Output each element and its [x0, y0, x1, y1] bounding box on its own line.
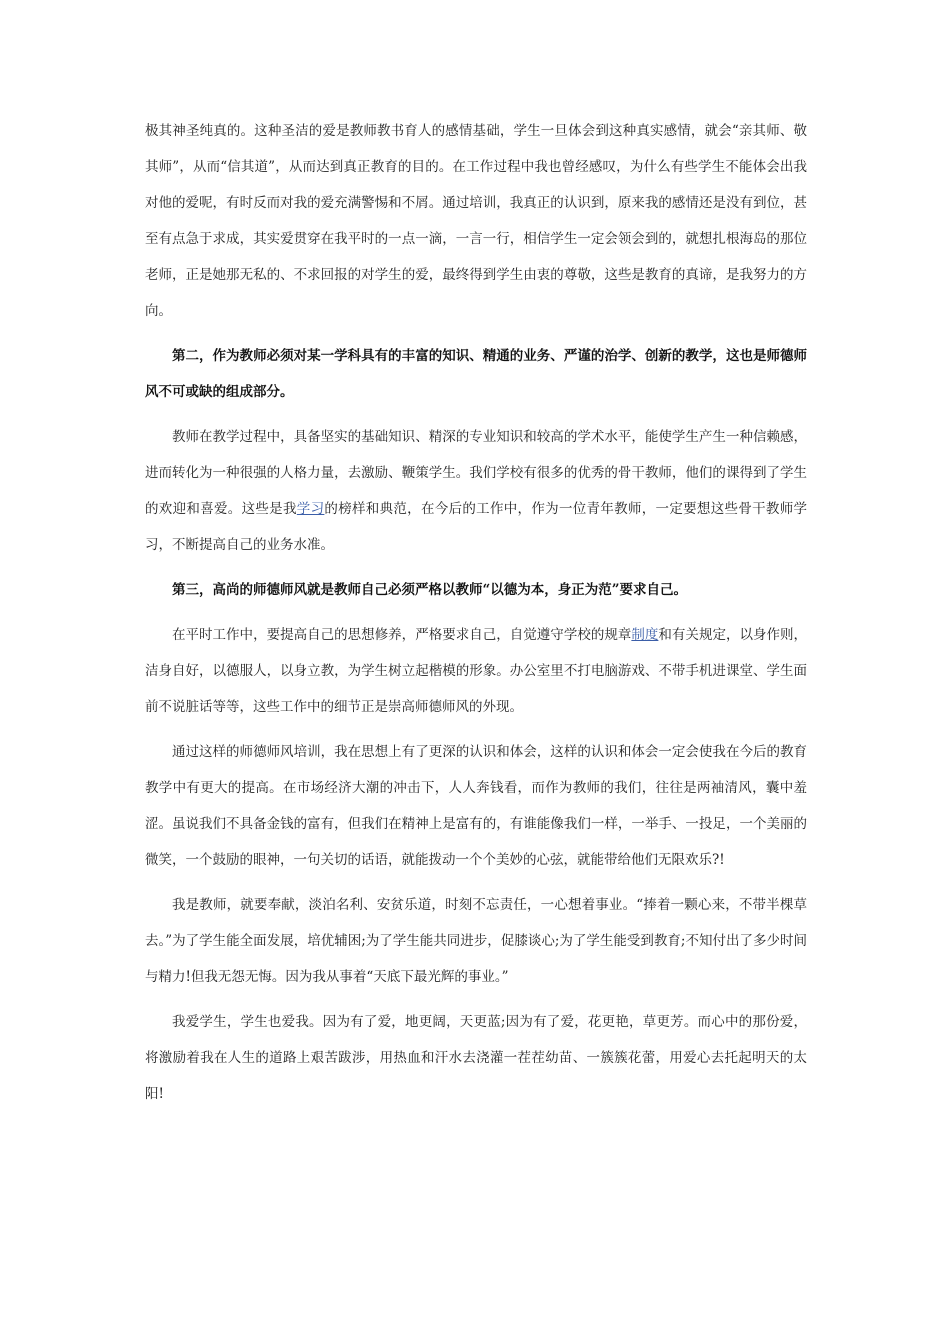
- paragraph-professional-knowledge: [145, 419, 807, 563]
- paragraph-text-after-link: 的榜样和典范，在今后的工作中，作为一位青年教师，一定要想这些骨干教师学习，不断提高自己的业务水准。: [145, 501, 808, 553]
- paragraph-text-before-link: 教师在教学过程中，具备坚实的基础知识、精深的专业知识和较高的学术水平，能使学生产生一种信赖感，进而转化为一种很强的人格力量，去激励、鞭策学生。我们学校有很多的优秀的骨干教师，他们的课得到了学生的欢迎和喜爱。这些是我: [145, 429, 807, 517]
- study-link[interactable]: 学习: [296, 501, 325, 517]
- document-body: [145, 113, 807, 1121]
- paragraph-text-before-link: 在平时工作中，要提高自己的思想修养，严格要求自己，自觉遵守学校的规章: [172, 627, 632, 643]
- regulations-link[interactable]: 制度: [631, 627, 659, 643]
- paragraph-self-discipline: [145, 617, 807, 725]
- paragraph-conclusion: 我爱学生，学生也爱我。因为有了爱，地更阔，天更蓝;因为有了爱，花更艳，草更芳。而心中的那份爱，将激励着我在人生的道路上艰苦跋涉，用热血和汗水去浇灌一茬茬幼苗、一簇簇花蕾，用爱心去托起明天的太阳!: [145, 1014, 807, 1102]
- paragraph-text-after-link: 和有关规定，以身作则，洁身自好，以德服人，以身立教，为学生树立起楷模的形象。办公室里不打电脑游戏、不带手机进课堂、学生面前不说脏话等等，这些工作中的细节正是崇高师德师风的外现。: [145, 627, 808, 715]
- paragraph-training-reflection: 通过这样的师德师风培训，我在思想上有了更深的认识和体会，这样的认识和体会一定会使我在今后的教育教学中有更大的提高。在市场经济大潮的冲击下，人人奔钱看，而作为教师的我们，往往是两袖清风，囊中羞涩。虽说我们不具备金钱的富有，但我们在精神上是富有的，有谁能像我们一样，一举手、一投足，一个美丽的微笑，一个鼓励的眼神，一句关切的话语，就能拨动一个个美妙的心弦，就能带给他们无限欢乐?!: [145, 744, 807, 868]
- paragraph-dedication: 我是教师，就要奉献，淡泊名利、安贫乐道，时刻不忘责任，一心想着事业。“捧着一颗心来，不带半棵草去。”为了学生能全面发展，培优辅困;为了学生能共同进步，促膝谈心;为了学生能受到教育;不知付出了多少时间与精力!但我无怨无悔。因为我从事着“天底下最光辉的事业。”: [145, 897, 807, 985]
- section-heading-third: 第三，高尚的师德师风就是教师自己必须严格以教师“以德为本，身正为范”要求自己。: [172, 582, 688, 598]
- section-heading-second: 第二，作为教师必须对某一学科具有的丰富的知识、精通的业务、严谨的治学、创新的教学，这也是师德师风不可或缺的组成部分。: [145, 348, 807, 400]
- paragraph-love-of-students-continued: 极其神圣纯真的。这种圣洁的爱是教师教书育人的感情基础，学生一旦体会到这种真实感情，就会“亲其师、敬其师”，从而“信其道”，从而达到真正教育的目的。在工作过程中我也曾经感叹，为什么有些学生不能体会出我对他的爱呢，有时反而对我的爱充满警惕和不屑。通过培训，我真正的认识到，原来我的感情还是没有到位，甚至有点急于求成，其实爱贯穿在我平时的一点一滴，一言一行，相信学生一定会领会到的，就想扎根海岛的那位老师，正是她那无私的、不求回报的对学生的爱，最终得到学生由衷的尊敬，这些是教育的真谛，是我努力的方向。: [145, 123, 807, 319]
